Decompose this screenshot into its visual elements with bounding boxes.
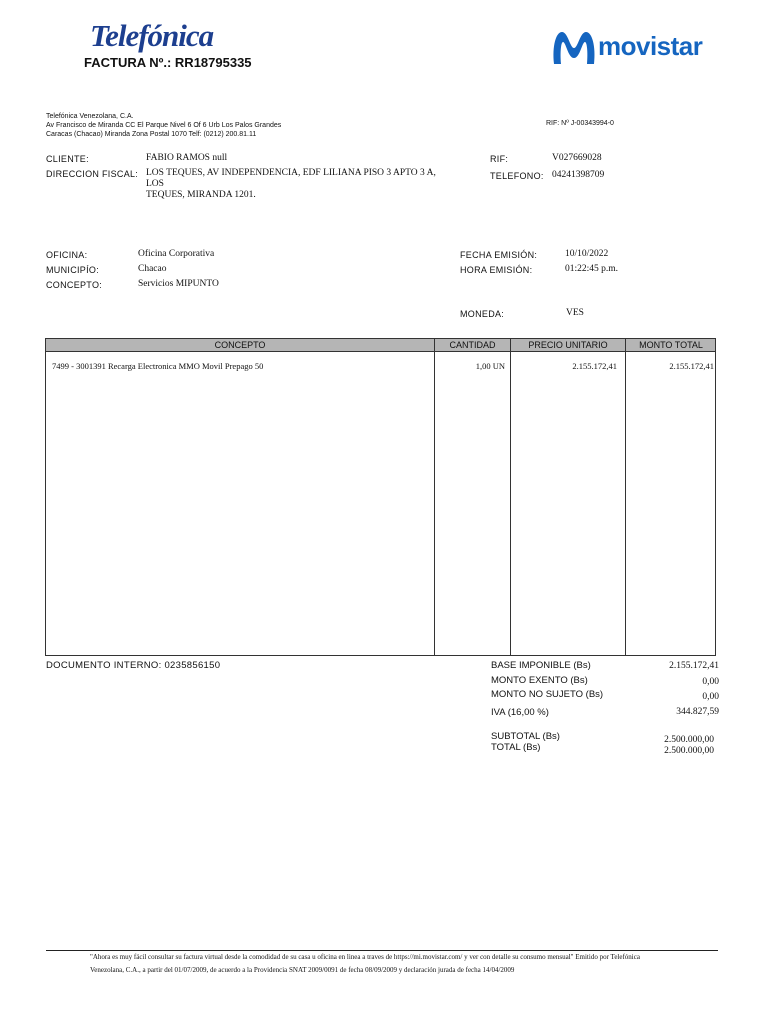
movistar-m-icon [550,26,598,68]
footer-note [90,951,718,977]
header-precio-unitario: PRECIO UNITARIO [528,340,608,350]
subtotal-value: 2.500.000,00 [664,735,714,745]
column-divider [510,339,511,655]
subtotal-label: SUBTOTAL (Bs) [491,731,560,742]
rif-label: RIF: [490,154,509,164]
company-rif: RIF: Nº J-00343994-0 [546,120,614,127]
telefono-value: 04241398709 [552,170,605,180]
cliente-value: FABIO RAMOS null [146,153,228,163]
header-monto-total: MONTO TOTAL [639,340,703,350]
iva-label: IVA (16,00 %) [491,707,549,718]
total-value: 2.500.000,00 [664,746,714,756]
cliente-label: CLIENTE: [46,154,89,164]
municipio-label: MUNICIPÍO: [46,265,100,275]
iva-value: 344.827,59 [676,707,719,717]
total-label: TOTAL (Bs) [491,742,541,753]
base-imponible-label: BASE IMPONIBLE (Bs) [491,660,591,671]
municipio-value: Chacao [138,264,167,274]
header-cantidad: CANTIDAD [449,340,496,350]
row-concepto: 7499 - 3001391 Recarga Electronica MMO Movil Prepago 50 [52,361,264,371]
fecha-value: 10/10/2022 [565,249,609,259]
telefonica-logo: Telefónica [90,18,214,53]
oficina-label: OFICINA: [46,250,88,260]
column-divider [625,339,626,655]
company-name: Telefónica Venezolana, C.A. [46,113,134,120]
concepto-value: Servicios MIPUNTO [138,279,219,289]
company-info [46,112,281,139]
row-monto: 2.155.172,41 [669,361,714,371]
footer-line-2: Venezolana, C.A., a partir del 01/07/2009, de acuerdo a la Providencia SNAT 2009/0091 de fecha 08/09/2009 y declaración jurada de fecha 14/04/2009 [90,966,515,974]
row-precio: 2.155.172,41 [572,361,617,371]
row-cantidad: 1,00 UN [475,361,505,371]
direccion-value [146,168,446,201]
hora-value: 01:22:45 p.m. [565,264,619,274]
invoice-number: FACTURA Nº.: RR18795335 [84,55,252,70]
direccion-label: DIRECCION FISCAL: [46,169,139,179]
hora-label: HORA EMISIÓN: [460,265,533,275]
rif-value: V027669028 [552,153,602,163]
direccion-line-2: TEQUES, MIRANDA 1201. [146,190,256,200]
items-table [45,338,716,656]
monto-no-sujeto-value: 0,00 [702,692,719,702]
monto-exento-label: MONTO EXENTO (Bs) [491,675,588,686]
moneda-value: VES [566,308,584,318]
company-city: Caracas (Chacao) Miranda Zona Postal 1070 Telf: (0212) 200.81.11 [46,131,257,138]
base-imponible-value: 2.155.172,41 [669,661,719,671]
fecha-label: FECHA EMISIÓN: [460,250,538,260]
telefono-label: TELEFONO: [490,171,544,181]
oficina-value: Oficina Corporativa [138,249,215,259]
movistar-logo: movistar [598,31,703,61]
company-address: Av Francisco de Miranda CC El Parque Nivel 6 Of 6 Urb Los Palos Grandes [46,122,282,129]
column-divider [434,339,435,655]
header-concepto: CONCEPTO [214,340,266,350]
concepto-label: CONCEPTO: [46,280,103,290]
monto-no-sujeto-label: MONTO NO SUJETO (Bs) [491,689,604,700]
direccion-line-1: LOS TEQUES, AV INDEPENDENCIA, EDF LILIANA PISO 3 APTO 3 A, LOS [146,168,436,189]
monto-exento-value: 0,00 [702,677,719,687]
documento-interno: DOCUMENTO INTERNO: 0235856150 [46,660,221,671]
footer-line-1: "Ahora es muy fácil consultar su factura virtual desde la comodidad de su casa u oficina en linea a traves de https://mi.movistar.com/ y ver con detalle su consumo mensual" Emitido por Telefónica [90,953,640,961]
moneda-label: MONEDA: [460,309,505,319]
